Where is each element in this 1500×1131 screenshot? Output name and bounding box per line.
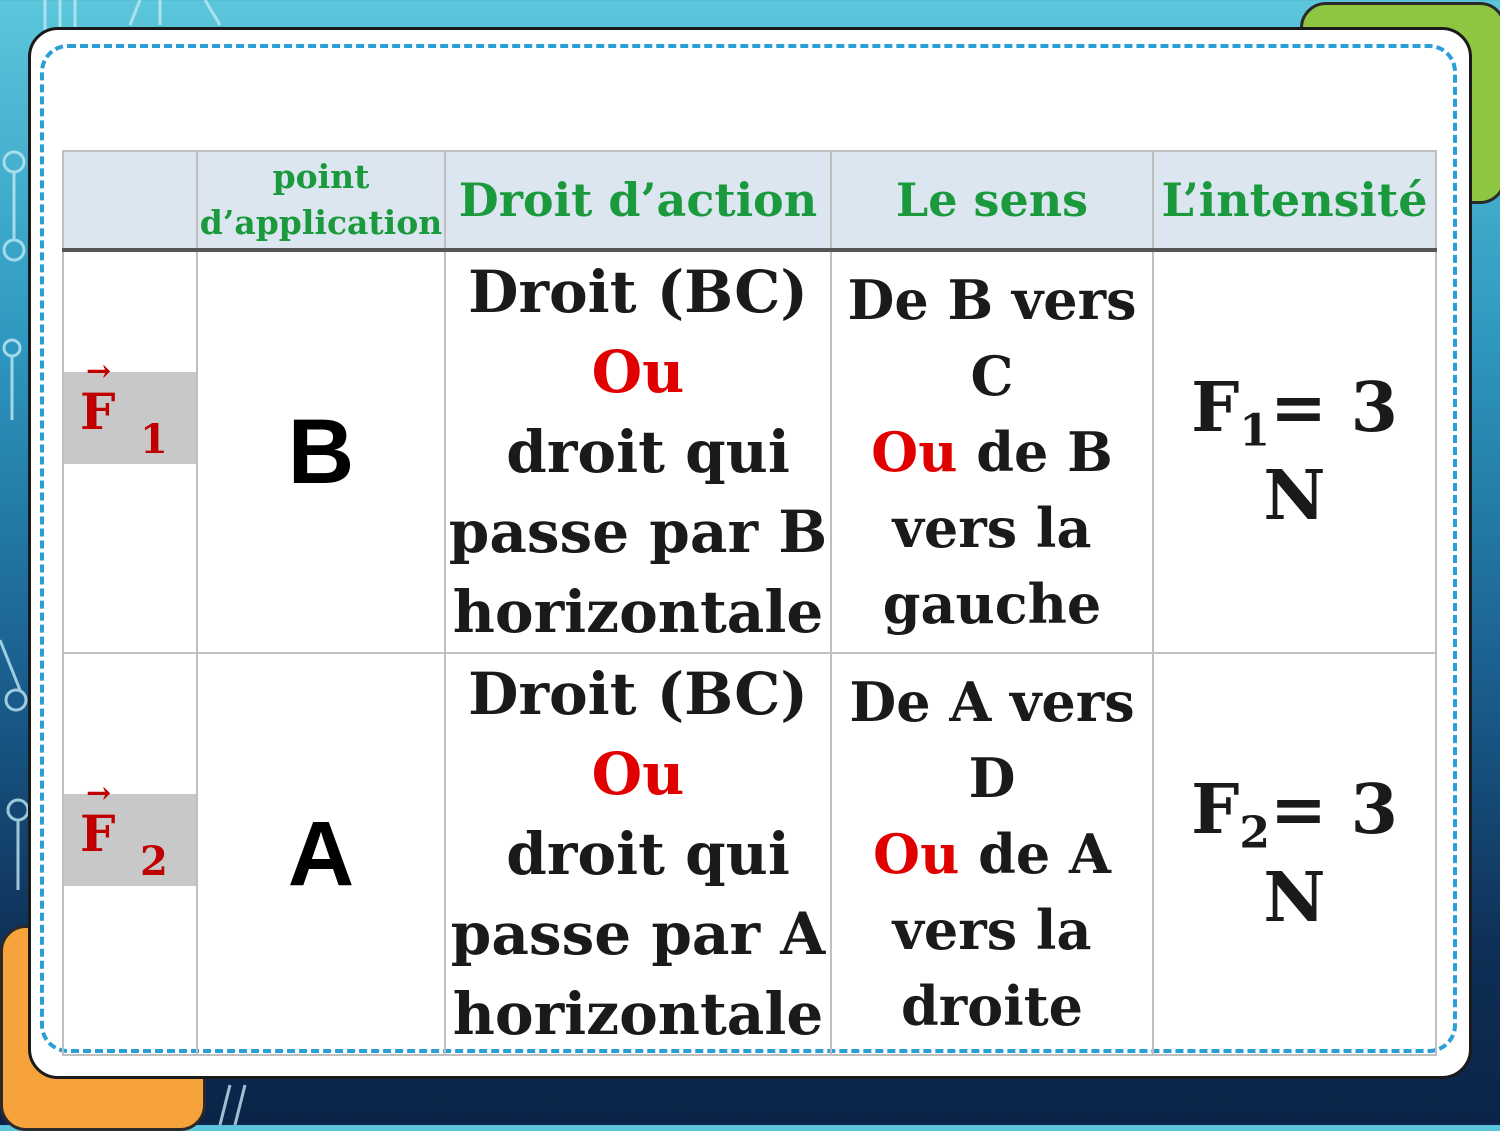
table-row (63, 653, 1436, 1055)
droit-line2 (446, 734, 830, 894)
header-row (63, 151, 1436, 250)
intensity-symbol: F (1191, 769, 1240, 850)
force-index: 1 (140, 416, 168, 463)
ou-word: Ou (591, 740, 685, 808)
header-point-line2: d’application (199, 203, 443, 242)
sens-line2 (832, 414, 1152, 490)
force-label-f1 (64, 354, 196, 464)
droit-line2-rest: droit qui (486, 820, 790, 888)
sens-line1: De A vers (849, 670, 1135, 734)
sens-line1b: D (968, 746, 1016, 810)
intensity-amount: = 3 N (1263, 769, 1398, 939)
intensite-value (1153, 250, 1436, 653)
header-droit-action: Droit d’action (445, 151, 831, 250)
droit-line1: Droit (BC) (468, 258, 808, 326)
droit-line2 (446, 332, 830, 492)
force-index: 2 (140, 838, 168, 885)
force-symbol: F (80, 804, 116, 863)
droit-line2-rest: droit qui (486, 418, 790, 486)
sens-value (831, 250, 1153, 653)
force-symbol: F (80, 382, 116, 441)
droit-line4: horizontale (452, 578, 824, 646)
intensite-value (1153, 653, 1436, 1055)
point-application-value: B (197, 250, 445, 653)
sens-line4: gauche (882, 572, 1102, 636)
sens-line2-rest: de B (957, 420, 1113, 484)
forces-table (62, 150, 1437, 1056)
ou-word: Ou (591, 338, 685, 406)
droit-line4: horizontale (452, 980, 824, 1048)
droit-action-value (445, 250, 831, 653)
vector-arrow-icon: → (86, 354, 112, 389)
sens-value (831, 653, 1153, 1055)
header-le-sens: Le sens (831, 151, 1153, 250)
header-point-line1: point (272, 157, 370, 196)
force-label-cell (63, 250, 197, 653)
ou-word: Ou (873, 822, 960, 886)
table-row (63, 250, 1436, 653)
header-intensite: L’intensité (1153, 151, 1436, 250)
intensity-symbol: F (1191, 367, 1240, 448)
droit-action-value (445, 653, 831, 1055)
sens-line1: De B vers C (847, 268, 1137, 408)
force-label-f2 (64, 776, 196, 886)
sens-line2 (832, 816, 1152, 892)
sens-line3: vers la (892, 898, 1092, 962)
droit-line1: Droit (BC) (468, 660, 808, 728)
droit-line3: passe par B (448, 498, 828, 566)
sens-line3: vers la (892, 496, 1092, 560)
intensity-amount: = 3 N (1263, 367, 1398, 537)
header-point-application (197, 151, 445, 250)
sens-line4: droite (900, 974, 1084, 1038)
vector-arrow-icon: → (86, 776, 112, 811)
corner-cell (63, 151, 197, 250)
point-application-value: A (197, 653, 445, 1055)
sens-line2-rest: de A (959, 822, 1111, 886)
ou-word: Ou (871, 420, 958, 484)
intensity-index: 2 (1239, 807, 1270, 859)
droit-line3: passe par A (450, 900, 826, 968)
intensity-index: 1 (1239, 405, 1270, 457)
force-label-cell (63, 653, 197, 1055)
